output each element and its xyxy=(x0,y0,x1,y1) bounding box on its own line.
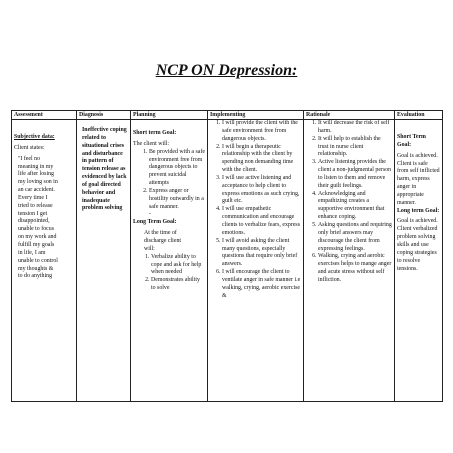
diagnosis-text: Ineffective coping related to situational crises and disturbance in pattern of tension release as evidenced by lack of goal directed behavior and inadequate problem solving xyxy=(82,127,127,212)
implementing-list xyxy=(210,120,301,300)
subjective-data-heading: Subjective data: xyxy=(14,134,55,140)
page-title: NCP ON Depression: xyxy=(155,62,298,79)
list-item: 6. Walking, crying and aerobic exercises helps to mange anger and acute stress without self infliction. xyxy=(318,253,392,284)
planning-short-list xyxy=(133,149,205,212)
evaluation-cell xyxy=(395,120,443,402)
list-item: 1. I will provide the client with the safe environment free from dangerous objects. xyxy=(222,120,301,144)
header-assessment: Assessment xyxy=(12,111,77,120)
list-item: 5. I will avoid asking the client many questions, especially questions that require only brief answers. xyxy=(222,238,301,269)
client-quote: "I feel no meaning in my life after losing my loving son in an car accident. Every time I tried to release tension I get disappointed, unable to focus on my work and fulfill my goals in life, I am unable to control my thoughts & to do anything xyxy=(18,155,58,280)
planning-cell xyxy=(131,120,208,402)
planning-dash: - xyxy=(149,211,151,218)
header-planning: Planning xyxy=(131,111,208,120)
rationale-list xyxy=(306,120,392,285)
rationale-cell xyxy=(304,120,395,402)
header-implementing: Implementing xyxy=(208,111,304,120)
implementing-cell xyxy=(208,120,304,402)
list-item: 5. Asking questions and requiring only brief answers may discourage the client from expressing feelings. xyxy=(318,222,392,253)
planning-long-heading: Long Term Goal: xyxy=(133,219,177,226)
list-item: 1. It will decrease the risk of self harm. xyxy=(318,120,392,136)
planning-short-heading: Short term Goal: xyxy=(133,130,177,136)
evaluation-short-text: Goal is achieved. Client is safe from self inflicted harm, express anger in appropriate manner. xyxy=(397,152,440,206)
list-item: 2. It will help to establish the trust in nurse client relationship. xyxy=(318,136,392,160)
list-item: 4. I will use empathetic communication and encourage clients to verbalize fears, express emotions. xyxy=(222,206,301,237)
ncp-table xyxy=(11,110,443,402)
header-diagnosis: Diagnosis xyxy=(77,111,131,120)
planning-client-will: The client will: xyxy=(133,140,169,147)
list-item: 2. Express anger or hostility outwardly in a safe manner. xyxy=(149,188,205,212)
table-row xyxy=(12,120,443,402)
evaluation-long-text: Goal is achieved. Client verbalized problem solving skills and use coping strategies to resolve tensions. xyxy=(397,218,438,272)
diagnosis-cell xyxy=(77,120,131,402)
list-item: 4. Acknowledging and empathizing creates a supportive environment that enhance coping. xyxy=(318,191,392,222)
list-item: 2. I will begin a therapeutic relationship with the client by spending non demanding time with the client. xyxy=(222,144,301,175)
assessment-cell xyxy=(12,120,77,402)
list-item: 1. Be provided with a safe environment free from dangerous objects to prevent suicidal attempts xyxy=(149,149,205,188)
list-item: 6. I will encourage the client to ventilate anger in safe manner i.e walking, crying, aerobic exercise & xyxy=(222,269,301,300)
evaluation-short-heading: Short Term Goal: xyxy=(397,134,426,148)
list-item: 3. I will use active listening and acceptance to help client to express emotions as such crying, guilt etc. xyxy=(222,175,301,206)
header-evaluation: Evaluation xyxy=(395,111,443,120)
header-rationale: Rationale xyxy=(304,111,395,120)
planning-long-intro: At the time of discharge client will: xyxy=(144,230,182,252)
list-item: 3. Active listening provides the client a non-judgmental person to listen to them and remove their guilt feelings. xyxy=(318,159,392,190)
header-row xyxy=(12,111,443,120)
list-item: 1. Verbalize ability to cope and ask for help when needed xyxy=(151,254,205,278)
list-item: 2. Demonstrates ability to solve xyxy=(151,277,205,293)
client-states-label: Client states: xyxy=(14,144,45,151)
planning-long-list xyxy=(133,254,205,293)
evaluation-long-heading: Long term Goal: xyxy=(397,207,440,214)
